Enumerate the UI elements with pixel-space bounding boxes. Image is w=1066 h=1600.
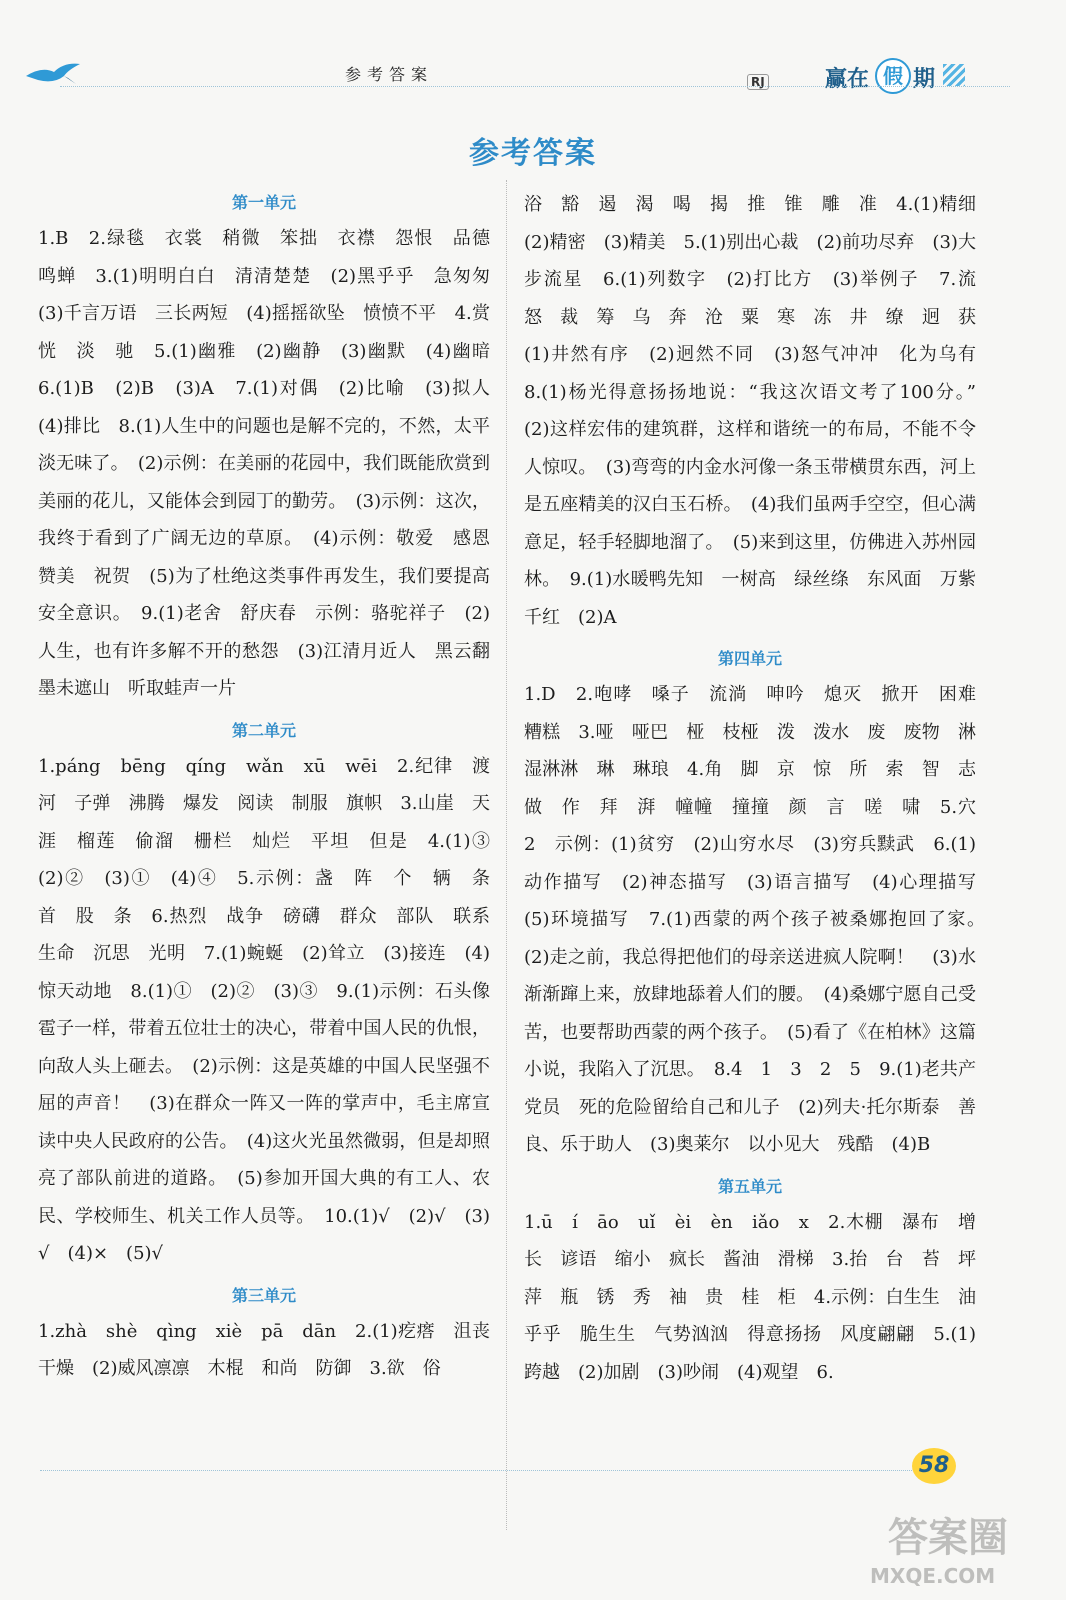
edition-badge: RJ bbox=[747, 74, 769, 90]
right-column bbox=[524, 186, 994, 1391]
brand-part-3: 期 bbox=[913, 67, 936, 92]
page-number: 58 bbox=[912, 1448, 956, 1484]
left-column bbox=[38, 186, 508, 1388]
page-header bbox=[0, 0, 1066, 100]
page-footer bbox=[0, 1453, 1066, 1600]
answers-unit-2: 1.páng bēng qíng wǎn xū wēi 2.纪律 渡河 子弹 沸腾 爆发 阅读 制服 旗帜 3.山崖 天涯 榴莲 偷溜 栅栏 灿烂 平坦 但是 4.(1)③ (2)② (3)① (4)④ 5.示例：盏 阵 个 辆 条 首 股 条 6.热烈 战争 磅礴 群众 部队 联系 生命 沉思 光明 7.(1)蜿蜒 (2)耸立 (3)接连 (4)惊天动地 8.(1)① (2)② (3)③ 9.(1)示例：石头像雹子一样，带着五位壮士的决心，带着中国人民的仇恨，向敌人头上砸去。 (2)示例：这是英雄的中国人民坚强不屈的声音！ (3)在群众一阵又一阵的掌声中，毛主席宣读中央人民政府的公告。 (4)这火光虽然微弱，但是却照亮了部队前进的道路。 (5)参加开国大典的有工人、农民、学校师生、机关工作人员等。 10.(1)√ (2)√ (3)√ (4)× (5)√ bbox=[38, 755, 508, 1264]
swallow-logo-icon bbox=[24, 58, 84, 88]
answers-unit-3-part-1: 1.zhà shè qìng xiè pā dān 2.(1)疙瘩 沮丧 干燥 (2)威风凛凛 木棍 和尚 防御 3.欲 俗 bbox=[38, 1320, 508, 1379]
section-title-unit-4: 第四单元 bbox=[717, 649, 782, 668]
answers-unit-4: 1.D 2.咆哮 嗓子 流淌 呻吟 熄灭 掀开 困难 糟糕 3.哑 哑巴 桠 枝桠 泼 泼水 废 废物 淋 湿淋淋 琳 琳琅 4.角 脚 京 惊 所 索 智 志 做 作 拜 湃 幢幢 撞撞 颜 言 嗟 啸 5.穴 2 示例：(1)贫穷 (2)山穷水尽 (3)穷兵黩武 6.(1)动作描写 (2)神态描写 (3)语言描写 (4)心理描写 (5)环境描写 7.(1)西蒙的两个孩子被桑娜抱回了家。 (2)走之前，我总得把他们的母亲送进疯人院啊！ (3)水渐渐蹿上来，放肆地舔着人们的腰。 (4)桑娜宁愿自己受苦，也要帮助西蒙的两个孩子。 (5)看了《在柏林》这篇小说，我陷入了沉思。 8.4 1 3 2 5 9.(1)老共产党员 死的危险留给自己和儿子 (2)列夫·托尔斯泰 善良、乐于助人 (3)奥莱尔 以小见大 残酷 (4)B bbox=[524, 684, 994, 1155]
section-title-unit-3: 第三单元 bbox=[231, 1285, 296, 1305]
header-divider bbox=[60, 86, 1010, 87]
answers-unit-3-part-2: 浴 豁 遏 渴 喝 揭 推 锥 雕 准 4.(1)精细 (2)精密 (3)精美 5.(1)别出心裁 (2)前功尽弃 (3)大步流星 6.(1)列数字 (2)打比方 (3)举例子 7.流 怒 裁 筹 乌 奔 沧 粟 寒 冻 井 缭 迥 获 (1)井然有序 (2)迥然不同 (3)怒气冲冲 化为乌有 8.(1)杨光得意扬扬地说：“我这次语文考了100分。” (2)这样宏伟的建筑群，这样和谐统一的布局，不能不令人惊叹。 (3)弯弯的内金水河像一条玉带横贯东西，河上是五座精美的汉白玉石桥。 (4)我们虽两手空空，但心满意足，轻手轻脚地溜了。 (5)来到这里，仿佛进入苏州园林。 9.(1)水暖鸭先知 一树高 绿丝绦 东风面 万紫千红 (2)A bbox=[524, 194, 994, 628]
brand-stripes-icon bbox=[943, 64, 965, 86]
answers-unit-1: 1.B 2.绿毯 衣裳 稍微 笨拙 衣襟 怨恨 品德 鸣蝉 3.(1)明明白白 清清楚楚 (2)黑乎乎 急匆匆 (3)千言万语 三长两短 (4)摇摇欲坠 愤愤不平 4.赏 恍 淡 驰 5.(1)幽雅 (2)幽静 (3)幽默 (4)幽暗 6.(1)B (2)B (3)A 7.(1)对偶 (2)比喻 (3)拟人 (4)排比 8.(1)人生中的问题也是解不完的，不然，太平淡无味了。 (2)示例：在美丽的花园中，我们既能欣赏到美丽的花儿，又能体会到园丁的勤劳。 (3)示例：这次，我终于看到了广阔无边的草原。 (4)示例：敬爱 感恩 赞美 祝贺 (5)为了杜绝这类事件再发生，我们要提高安全意识。 9.(1)老舍 舒庆春 示例：骆驼祥子 (2)人生，也有许多解不开的愁怨 (3)江清月近人 黑云翻墨未遮山 听取蛙声一片 bbox=[38, 228, 508, 699]
watermark bbox=[860, 1506, 1060, 1598]
section-title-unit-1: 第一单元 bbox=[231, 193, 296, 212]
footer-divider bbox=[40, 1470, 940, 1471]
brand-part-2: 假 bbox=[875, 58, 911, 94]
watermark-url: MXQE.COM bbox=[870, 1564, 996, 1588]
watermark-logo: 答案圈 bbox=[888, 1515, 1008, 1561]
section-title-unit-5: 第五单元 bbox=[717, 1176, 782, 1196]
page-title: 参考答案 bbox=[469, 136, 597, 171]
brand-part-1: 赢在 bbox=[825, 67, 870, 92]
answers-unit-5: 1.ū í āo uǐ èi èn iǎo x 2.木棚 瀑布 增长 谚语 缩小 疯长 酱油 滑梯 3.抬 台 苔 坪 萍 瓶 锈 秀 袖 贵 桂 柜 4.示例：白生生 油乎乎 脆生生 气势汹汹 得意扬扬 风度翩翩 5.(1)跨越 (2)加剧 (3)吵闹 (4)观望 6. bbox=[524, 1211, 994, 1383]
section-title-unit-2: 第二单元 bbox=[231, 720, 296, 740]
header-label: 参考答案 bbox=[345, 65, 434, 84]
